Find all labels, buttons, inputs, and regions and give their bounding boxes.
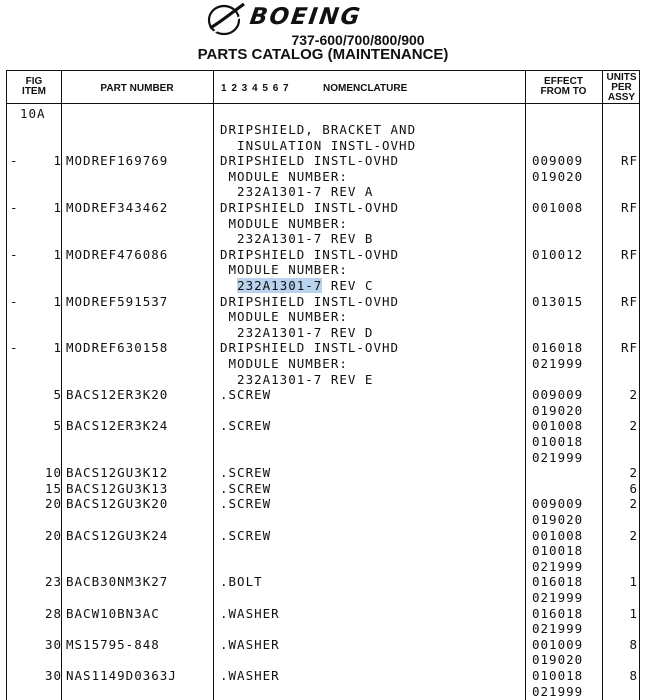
units-per-assy: 2 xyxy=(629,418,638,434)
part-number: MS15795-848 xyxy=(66,636,160,652)
item-number: 5 xyxy=(53,418,62,434)
units-per-assy: 8 xyxy=(629,636,638,652)
nomenclature-line: MODULE NUMBER: xyxy=(220,355,348,371)
effectivity-dash: - xyxy=(10,293,19,309)
part-number: BACS12ER3K20 xyxy=(66,387,169,403)
item-number: 5 xyxy=(53,387,62,403)
item-number: 1 xyxy=(53,293,62,309)
nomenclature-line: MODULE NUMBER: xyxy=(220,262,348,278)
units-per-assy: 1 xyxy=(629,574,638,590)
effectivity-code: 019020 xyxy=(532,168,584,184)
effectivity-code: 021999 xyxy=(532,683,584,699)
units-per-assy: 1 xyxy=(629,605,638,621)
item-number: 30 xyxy=(44,668,62,683)
item-number: 1 xyxy=(53,153,62,169)
brand-wordmark: BOEING xyxy=(248,4,364,30)
item-number: 1 xyxy=(53,340,62,356)
nomenclature-line: 232A1301-7 REV B xyxy=(220,231,374,247)
effectivity-code: 009009 xyxy=(532,153,584,169)
item-number: 15 xyxy=(44,480,62,496)
aircraft-models: 737-600/700/800/900 xyxy=(291,32,425,48)
nomenclature-line: .BOLT xyxy=(220,574,263,590)
units-per-assy: 8 xyxy=(629,668,638,683)
nomenclature-line: .SCREW xyxy=(220,387,272,403)
item-number: 20 xyxy=(44,496,62,512)
units-per-assy: 2 xyxy=(629,465,638,481)
nomenclature-line: 232A1301-7 REV E xyxy=(220,371,374,387)
effectivity-code: 021999 xyxy=(532,449,584,465)
part-number: BACW10BN3AC xyxy=(66,605,160,621)
units-per-assy: RF xyxy=(620,293,638,309)
effectivity-dash: - xyxy=(10,246,19,262)
nomenclature-line: DRIPSHIELD INSTL-OVHD xyxy=(220,246,400,262)
part-number: BACB30NM3K27 xyxy=(66,574,169,590)
part-number: BACS12GU3K24 xyxy=(66,527,169,543)
effectivity-code: 016018 xyxy=(532,340,584,356)
part-number: NAS1149D0363J xyxy=(66,668,177,683)
item-number: 30 xyxy=(44,636,62,652)
effectivity-dash: - xyxy=(10,153,19,169)
effectivity-dash: - xyxy=(10,200,19,215)
part-number: MODREF343462 xyxy=(66,200,169,215)
effectivity-code: 013015 xyxy=(532,293,584,309)
units-per-assy: 2 xyxy=(629,387,638,403)
text-selection-highlight[interactable]: 232A1301-7 xyxy=(237,277,323,293)
nomenclature-line: .SCREW xyxy=(220,496,272,512)
effectivity-code: 001008 xyxy=(532,200,584,215)
effectivity-code: 001009 xyxy=(532,636,584,652)
nomenclature-line: 232A1301-7 REV D xyxy=(220,324,374,340)
effectivity-code: 001008 xyxy=(532,527,584,543)
units-per-assy: RF xyxy=(620,153,638,169)
item-number: 23 xyxy=(44,574,62,590)
part-number: MODREF591537 xyxy=(66,293,169,309)
nomenclature-line: .SCREW xyxy=(220,465,272,481)
nomenclature-line: DRIPSHIELD INSTL-OVHD xyxy=(220,340,400,356)
units-per-assy: 2 xyxy=(629,527,638,543)
part-number: MODREF630158 xyxy=(66,340,169,356)
part-number: BACS12GU3K20 xyxy=(66,496,169,512)
figure-number: 10A xyxy=(20,106,46,121)
item-number: 1 xyxy=(53,200,62,215)
item-number: 20 xyxy=(44,527,62,543)
effectivity-dash: - xyxy=(10,340,19,356)
nomenclature-line-selected: 232A1301-7 REV C xyxy=(237,277,374,293)
units-per-assy: RF xyxy=(620,200,638,215)
item-number: 1 xyxy=(53,246,62,262)
item-number: 10 xyxy=(44,465,62,481)
effectivity-code: 010018 xyxy=(532,668,584,683)
col-header-nomenclature: NOMENCLATURE xyxy=(323,83,408,94)
col-header-units: UNITS PER ASSY xyxy=(606,72,637,103)
effectivity-code: 016018 xyxy=(532,605,584,621)
part-number: BACS12ER3K24 xyxy=(66,418,169,434)
effectivity-code: 010012 xyxy=(532,246,584,262)
effectivity-code: 021999 xyxy=(532,589,584,605)
nomenclature-line: DRIPSHIELD, BRACKET AND xyxy=(220,122,417,137)
nomenclature-line: .WASHER xyxy=(220,668,280,683)
units-per-assy: RF xyxy=(620,340,638,356)
catalog-title: PARTS CATALOG (MAINTENANCE) xyxy=(197,46,449,63)
nomenclature-line: INSULATION INSTL-OVHD xyxy=(220,137,417,153)
nomenclature-line: .WASHER xyxy=(220,636,280,652)
nomenclature-line: 232A1301-7 REV A xyxy=(220,184,374,200)
item-number: 28 xyxy=(44,605,62,621)
nomenclature-line: MODULE NUMBER: xyxy=(220,215,348,231)
effectivity-code: 019020 xyxy=(532,402,584,418)
col-header-fig-item: FIG ITEM xyxy=(22,76,46,97)
effectivity-code: 021999 xyxy=(532,621,584,637)
col-header-part-number: PART NUMBER xyxy=(100,83,174,94)
effectivity-code: 019020 xyxy=(532,511,584,527)
effectivity-code: 010018 xyxy=(532,543,584,559)
nomenclature-line: MODULE NUMBER: xyxy=(220,309,348,325)
nomenclature-line: DRIPSHIELD INSTL-OVHD xyxy=(220,200,400,215)
effectivity-code: 021999 xyxy=(532,558,584,574)
units-per-assy: RF xyxy=(620,246,638,262)
units-per-assy: 6 xyxy=(629,480,638,496)
effectivity-code: 021999 xyxy=(532,355,584,371)
nomenclature-line: MODULE NUMBER: xyxy=(220,168,348,184)
effectivity-code: 001008 xyxy=(532,418,584,434)
nomenclature-line: .SCREW xyxy=(220,527,272,543)
nomenclature-line: DRIPSHIELD INSTL-OVHD xyxy=(220,153,400,169)
nomenclature-line: .SCREW xyxy=(220,418,272,434)
col-header-indent: 1 2 3 4 5 6 7 xyxy=(221,83,290,94)
part-number: BACS12GU3K13 xyxy=(66,480,169,496)
effectivity-code: 010018 xyxy=(532,433,584,449)
effectivity-code: 009009 xyxy=(532,387,584,403)
col-header-effect: EFFECT FROM TO xyxy=(540,76,587,97)
effectivity-code: 019020 xyxy=(532,652,584,668)
part-number: MODREF476086 xyxy=(66,246,169,262)
nomenclature-line: .WASHER xyxy=(220,605,280,621)
nomenclature-line: .SCREW xyxy=(220,480,272,496)
effectivity-code: 016018 xyxy=(532,574,584,590)
effectivity-code: 009009 xyxy=(532,496,584,512)
part-number: BACS12GU3K12 xyxy=(66,465,169,481)
nomenclature-line: DRIPSHIELD INSTL-OVHD xyxy=(220,293,400,309)
part-number: MODREF169769 xyxy=(66,153,169,169)
units-per-assy: 2 xyxy=(629,496,638,512)
